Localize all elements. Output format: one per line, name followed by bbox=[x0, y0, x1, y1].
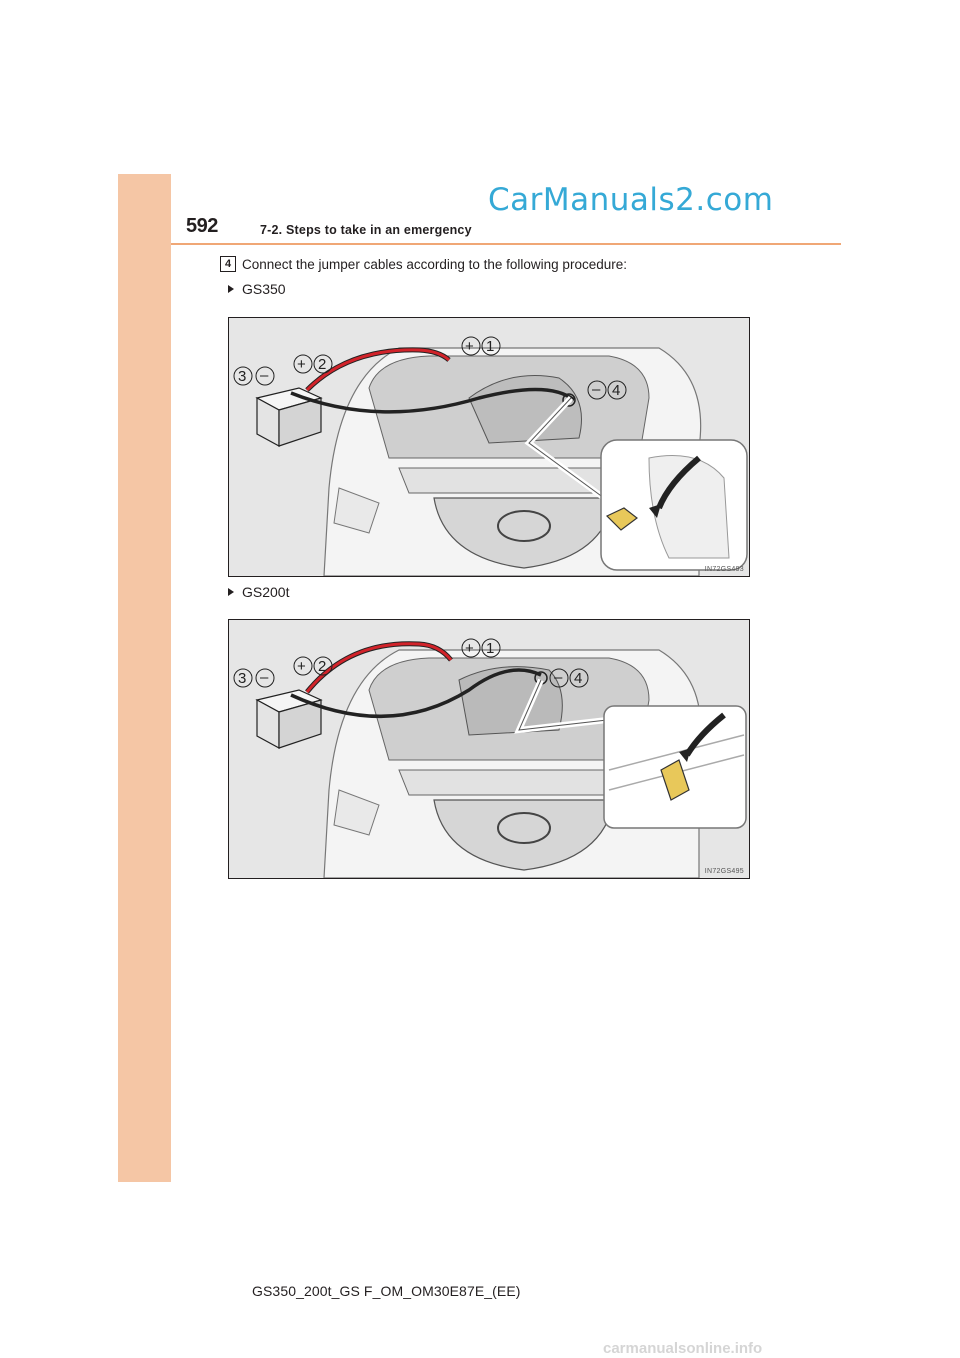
jumper-cable-diagram-gs350 bbox=[228, 317, 750, 577]
watermark-logo[interactable]: CarManuals2.com bbox=[488, 182, 774, 218]
model-label: GS350 bbox=[242, 281, 286, 297]
svg-text:+: + bbox=[465, 640, 474, 657]
page-number: 592 bbox=[186, 215, 218, 237]
svg-text:+: + bbox=[297, 658, 306, 675]
label-2: 2 bbox=[318, 356, 327, 373]
header-rule bbox=[171, 243, 841, 245]
footer-watermark[interactable]: carmanualsonline.info bbox=[603, 1340, 763, 1357]
label-1: 1 bbox=[486, 640, 495, 657]
svg-text:–: – bbox=[260, 367, 269, 384]
section-title: 7-2. Steps to take in an emergency bbox=[260, 223, 472, 237]
svg-text:+: + bbox=[465, 338, 474, 355]
jumper-cable-diagram-gs200t bbox=[228, 619, 750, 879]
step-number-badge: 4 bbox=[220, 256, 236, 272]
label-4: 4 bbox=[612, 382, 621, 399]
label-3: 3 bbox=[238, 670, 247, 687]
svg-text:+: + bbox=[297, 356, 306, 373]
figure-code: IN72GS493 bbox=[704, 566, 744, 573]
booster-battery-icon bbox=[257, 690, 321, 748]
label-2: 2 bbox=[318, 658, 327, 675]
step-instruction: Connect the jumper cables according to the following procedure: bbox=[242, 257, 627, 272]
document-code: GS350_200t_GS F_OM_OM30E87E_(EE) bbox=[252, 1283, 521, 1299]
label-1: 1 bbox=[486, 338, 495, 355]
svg-text:–: – bbox=[260, 669, 269, 686]
chapter-sidebar-tab bbox=[118, 174, 171, 1182]
bullet-triangle-icon bbox=[228, 285, 234, 293]
figure-code: IN72GS495 bbox=[704, 868, 744, 875]
engine-illustration bbox=[229, 620, 749, 878]
booster-battery-icon bbox=[257, 388, 321, 446]
label-3: 3 bbox=[238, 368, 247, 385]
model-label: GS200t bbox=[242, 584, 290, 600]
bullet-triangle-icon bbox=[228, 588, 234, 596]
model-heading-gs200t bbox=[228, 584, 289, 600]
model-heading-gs350 bbox=[228, 281, 286, 297]
svg-text:–: – bbox=[592, 381, 601, 398]
engine-illustration bbox=[229, 318, 749, 576]
label-4: 4 bbox=[574, 670, 583, 687]
svg-text:–: – bbox=[554, 669, 563, 686]
